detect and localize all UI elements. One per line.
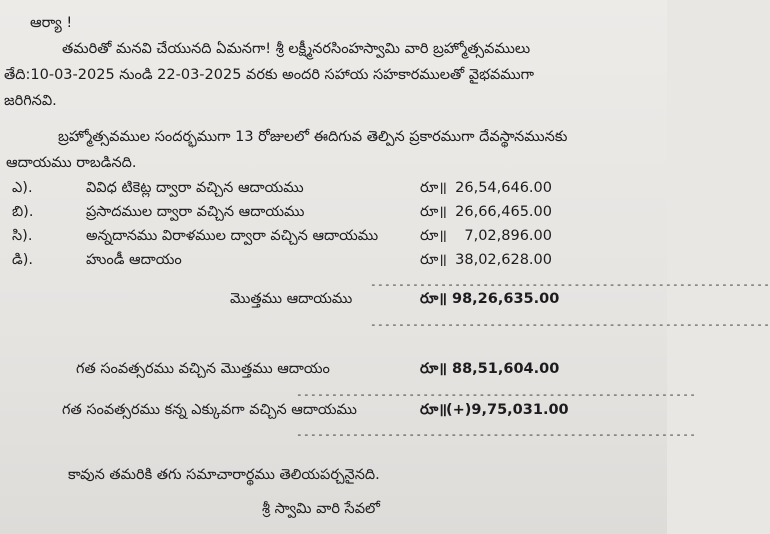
item-amount: 7,02,896.00	[464, 228, 552, 244]
para2-line1: బ్రహ్మోత్సవముల సందర్భముగా 13 రోజులలో ఈదిగువ తెల్పిన ప్రకారముగా దేవస్థానమునకు	[58, 129, 568, 145]
total-currency: రూ॥	[420, 291, 447, 307]
item-amount: 26,54,646.00	[455, 180, 552, 196]
separator-line: ---------------------------------------------------------	[370, 318, 770, 331]
item-amount: 38,02,628.00	[455, 252, 552, 268]
separator-line: ---------------------------------------------------------	[296, 428, 697, 441]
total-label: మొత్తము ఆదాయము	[230, 291, 353, 307]
previous-year-amount: 88,51,604.00	[452, 361, 560, 377]
item-label: అన్నదానము విరాళముల ద్వారా వచ్చిన ఆదాయము	[86, 228, 379, 244]
item-amount: 26,66,465.00	[455, 204, 552, 220]
item-label: హుండీ ఆదాయం	[86, 252, 182, 268]
item-currency: రూ॥	[420, 228, 447, 244]
item-label: ప్రసాదముల ద్వారా వచ్చిన ఆదాయము	[86, 204, 305, 220]
para1-line1: తమరితో మనవి చేయునది ఏమనగా! శ్రీ లక్ష్మీనరసింహస్వామి వారి బ్రహ్మోత్సవములు	[62, 41, 531, 57]
excess-amount: (+)9,75,031.00	[446, 402, 569, 418]
signoff: శ్రీ స్వామి వారి సేవలో	[262, 501, 380, 517]
item-currency: రూ॥	[420, 180, 447, 196]
previous-year-label: గత సంవత్సరము వచ్చిన మొత్తము ఆదాయం	[76, 361, 330, 377]
closing-line: కావున తమరికి తగు సమాచారార్థము తెలియపర్చనైనది.	[68, 467, 380, 483]
item-marker: బి).	[12, 204, 34, 220]
item-label: వివిధ టికెట్ల ద్వారా వచ్చిన ఆదాయము	[86, 180, 304, 196]
separator-line: ---------------------------------------------------------	[296, 388, 697, 401]
item-marker: ఎ).	[12, 180, 33, 196]
salutation: ఆర్యా !	[30, 15, 73, 31]
previous-year-currency: రూ॥	[420, 361, 447, 377]
total-amount: 98,26,635.00	[452, 291, 560, 307]
item-marker: సి).	[12, 228, 33, 244]
excess-label: గత సంవత్సరము కన్న ఎక్కువగా వచ్చిన ఆదాయము	[62, 402, 357, 418]
separator-line: ---------------------------------------------------------	[370, 278, 770, 291]
para1-line3: జరిగినవి.	[4, 93, 57, 109]
item-marker: డి).	[12, 252, 33, 268]
item-currency: రూ॥	[420, 252, 447, 268]
para1-line2: తేది:10-03-2025 నుండి 22-03-2025 వరకు అందరి సహాయ సహకారములతో వైభవముగా	[4, 67, 534, 83]
para2-line2: ఆదాయము రాబడినది.	[6, 155, 137, 171]
excess-currency: రూ॥	[420, 402, 447, 418]
item-currency: రూ॥	[420, 204, 447, 220]
